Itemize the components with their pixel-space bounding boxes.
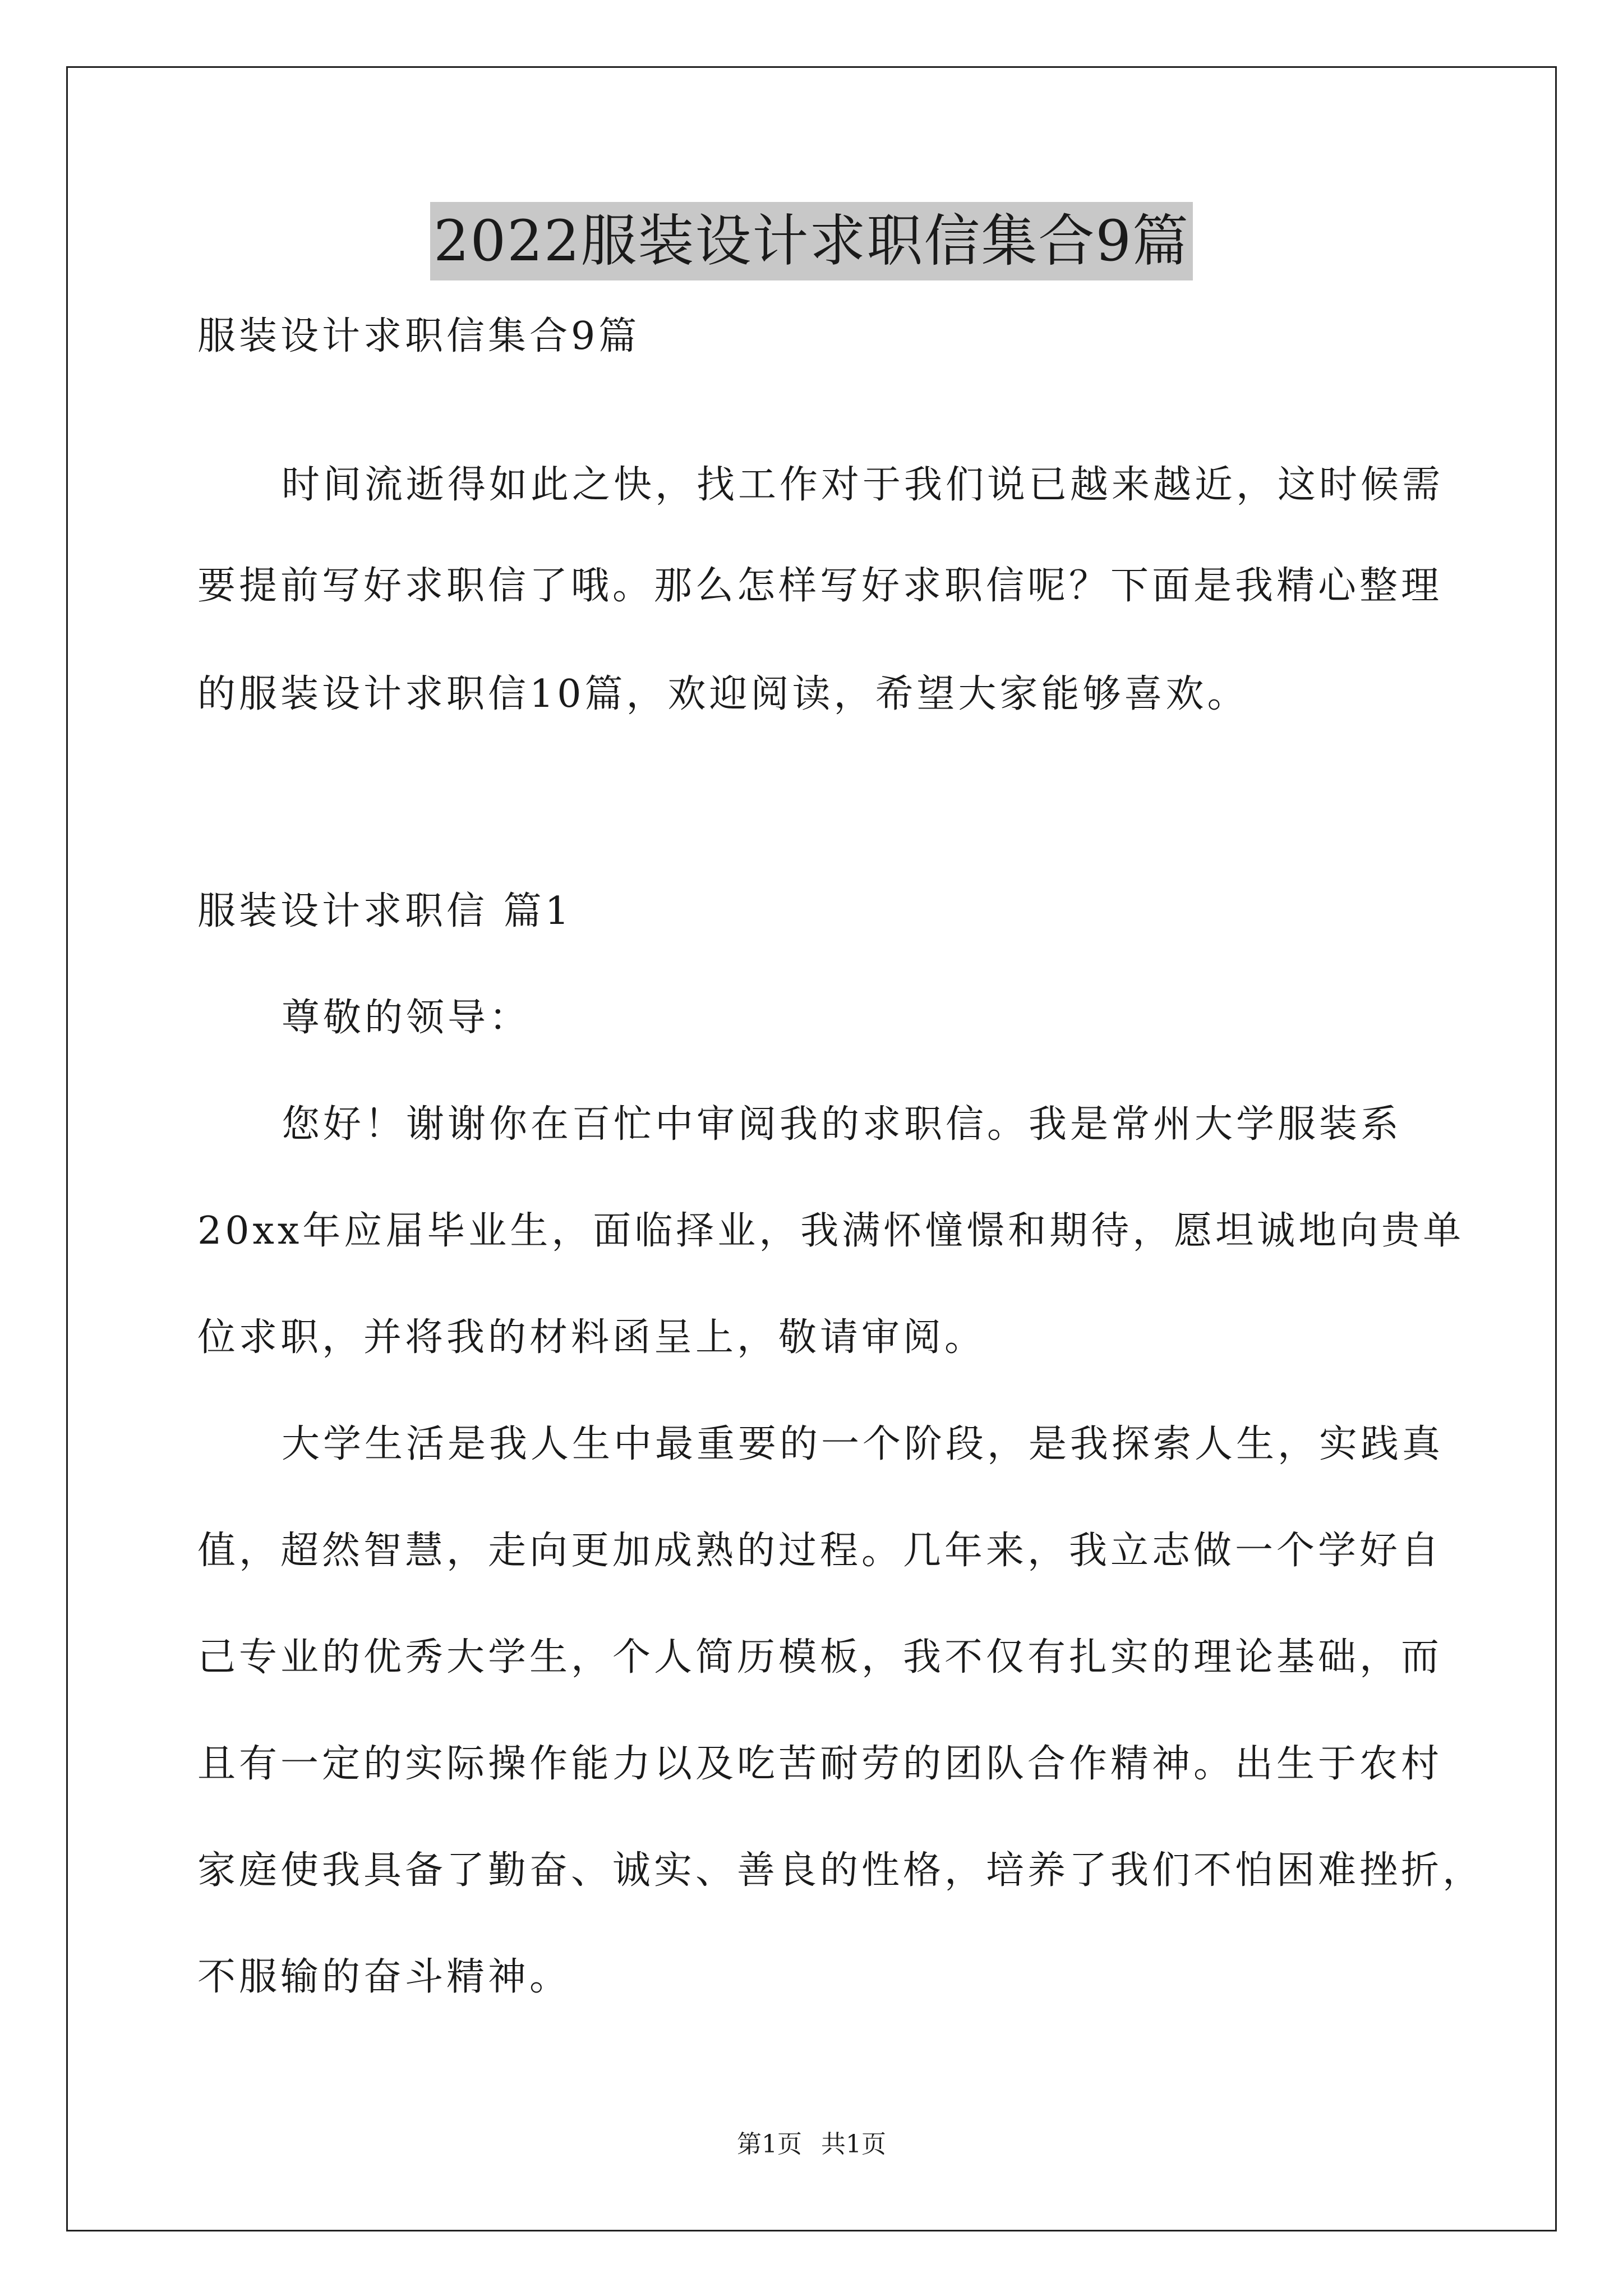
paragraph2-line-6: 不服输的奋斗精神。 (197, 1955, 571, 1999)
paragraph2-line-4: 且有一定的实际操作能力以及吃苦耐劳的团队合作精神。出生于农村 (197, 1742, 1443, 1786)
intro-line-1: 时间流逝得如此之快，找工作对于我们说已越来越近，这时候需 (282, 463, 1444, 507)
page-footer (0, 2129, 1623, 2160)
paragraph2-line-5: 家庭使我具备了勤奋、诚实、善良的性格，培养了我们不怕困难挫折， (197, 1848, 1484, 1893)
intro-line-3: 的服装设计求职信10篇，欢迎阅读，希望大家能够喜欢。 (197, 672, 1249, 716)
paragraph1-line-1: 您好！谢谢你在百忙中审阅我的求职信。我是常州大学服装系 (282, 1102, 1403, 1147)
section-heading: 服装设计求职信 篇1 (197, 889, 573, 933)
intro-line-2: 要提前写好求职信了哦。那么怎样写好求职信呢？下面是我精心整理 (197, 564, 1443, 608)
paragraph1-line-2: 20xx年应届毕业生，面临择业，我满怀憧憬和期待，愿坦诚地向贵单 (197, 1209, 1465, 1253)
paragraph2-line-1: 大学生活是我人生中最重要的一个阶段，是我探索人生，实践真 (282, 1422, 1444, 1466)
page-border (66, 66, 1557, 2231)
page-number-current: 第1页 (737, 2130, 802, 2159)
document-title: 2022服装设计求职信集合9篇 (430, 202, 1193, 280)
paragraph2-line-3: 己专业的优秀大学生，个人简历模板，我不仅有扎实的理论基础，而 (197, 1635, 1443, 1680)
page-number-total: 共1页 (821, 2130, 886, 2159)
title-container (0, 202, 1623, 280)
paragraph2-line-2: 值，超然智慧，走向更加成熟的过程。几年来，我立志做一个学好自 (197, 1529, 1443, 1573)
paragraph1-line-3: 位求职，并将我的材料函呈上，敬请审阅。 (197, 1315, 986, 1360)
document-subtitle: 服装设计求职信集合9篇 (197, 314, 640, 358)
salutation: 尊敬的领导： (282, 996, 531, 1040)
